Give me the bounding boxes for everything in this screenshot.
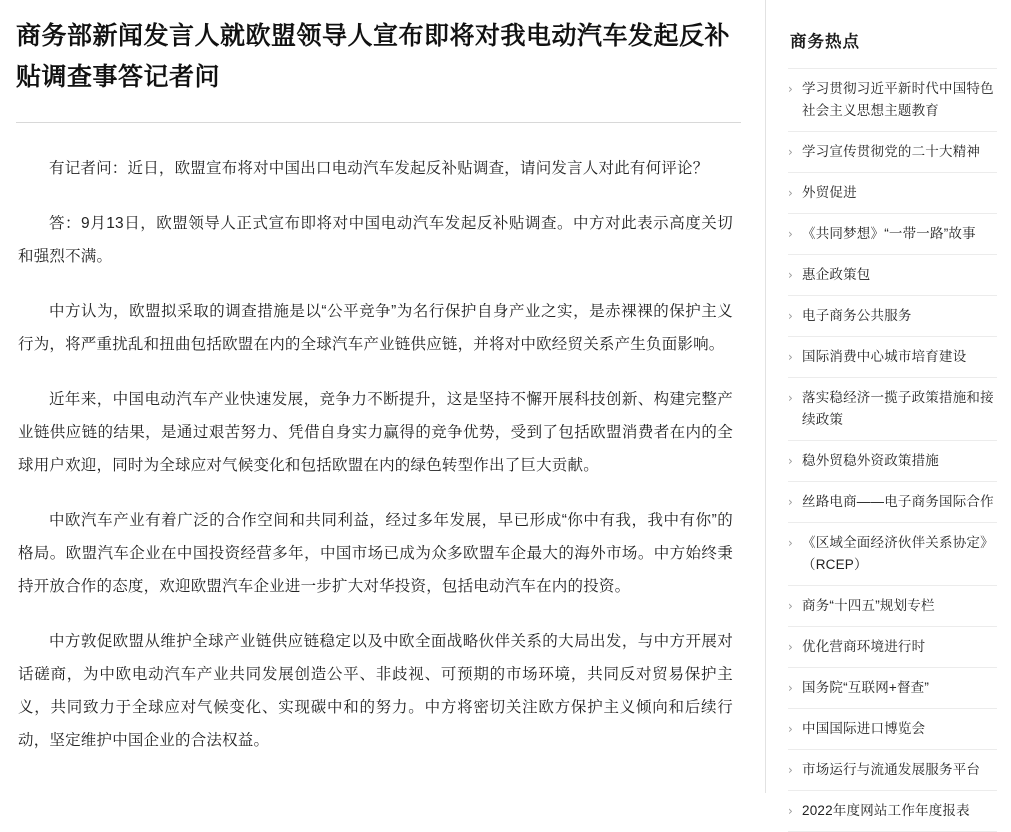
article-paragraph: 答：9月13日，欧盟领导人正式宣布即将对中国电动汽车发起反补贴调查。中方对此表示高度关切和强烈不满。 [18,215,733,265]
sidebar-item-14[interactable] [788,709,997,750]
sidebar-item-label: 丝路电商——电子商务国际合作 [802,494,994,509]
chevron-right-icon: › [788,227,793,241]
sidebar-item-label: 中国国际进口博览会 [802,721,926,736]
sidebar-item-12[interactable] [788,627,997,668]
sidebar-item-label: 落实稳经济一揽子政策措施和接续政策 [802,390,994,427]
sidebar-title: 商务热点 [790,33,860,51]
sidebar-item-label: 国际消费中心城市培育建设 [802,349,967,364]
chevron-right-icon: › [788,309,793,323]
sidebar-item-1[interactable] [788,132,997,173]
article-body [14,152,743,757]
chevron-right-icon: › [788,599,793,613]
chevron-right-icon: › [788,82,793,96]
article-paragraph: 有记者问：近日，欧盟宣布将对中国出口电动汽车发起反补贴调查，请问发言人对此有何评论？ [49,160,709,177]
sidebar-item-2[interactable] [788,173,997,214]
sidebar-item-10[interactable] [788,523,997,586]
sidebar [765,0,1011,818]
article-paragraph: 中欧汽车产业有着广泛的合作空间和共同利益，经过多年发展，早已形成“你中有我，我中有你”的格局。欧盟汽车企业在中国投资经营多年，中国市场已成为众多欧盟车企最大的海外市场。中方始终秉持开放合作的态度，欢迎欧盟汽车企业进一步扩大对华投资，包括电动汽车在内的投资。 [18,512,733,595]
sidebar-item-7[interactable] [788,378,997,441]
sidebar-item-label: 市场运行与流通发展服务平台 [802,762,981,777]
chevron-right-icon: › [788,454,793,468]
chevron-right-icon: › [788,268,793,282]
sidebar-item-6[interactable] [788,337,997,378]
chevron-right-icon: › [788,495,793,509]
sidebar-item-9[interactable] [788,482,997,523]
sidebar-item-label: 《共同梦想》“一带一路”故事 [802,226,976,241]
chevron-right-icon: › [788,640,793,654]
page-title: 商务部新闻发言人就欧盟领导人宣布即将对我电动汽车发起反补贴调查事答记者问 [16,22,731,91]
sidebar-item-8[interactable] [788,441,997,482]
sidebar-item-label: 《区域全面经济伙伴关系协定》（RCEP） [802,535,994,572]
article-paragraph: 近年来，中国电动汽车产业快速发展，竞争力不断提升，这是坚持不懈开展科技创新、构建完整产业链供应链的结果，是通过艰苦努力、凭借自身实力赢得的竞争优势，受到了包括欧盟消费者在内的全球用户欢迎，同时为全球应对气候变化和包括欧盟在内的绿色转型作出了巨大贡献。 [18,391,733,474]
sidebar-item-3[interactable] [788,214,997,255]
sidebar-item-label: 外贸促进 [802,185,857,200]
sidebar-item-4[interactable] [788,255,997,296]
sidebar-item-16[interactable] [788,791,997,832]
hot-topics-list [788,68,997,832]
sidebar-item-15[interactable] [788,750,997,791]
sidebar-item-label: 稳外贸稳外资政策措施 [802,453,939,468]
chevron-right-icon: › [788,145,793,159]
article-paragraph: 中方敦促欧盟从维护全球产业链供应链稳定以及中欧全面战略伙伴关系的大局出发，与中方开展对话磋商，为中欧电动汽车产业共同发展创造公平、非歧视、可预期的市场环境，共同反对贸易保护主义，共同致力于全球应对气候变化、实现碳中和的努力。中方将密切关注欧方保护主义倾向和后续行动，坚定维护中国企业的合法权益。 [18,633,733,749]
chevron-right-icon: › [788,763,793,777]
chevron-right-icon: › [788,681,793,695]
sidebar-item-11[interactable] [788,586,997,627]
sidebar-item-label: 电子商务公共服务 [802,308,912,323]
sidebar-item-label: 惠企政策包 [802,267,871,282]
sidebar-item-label: 国务院“互联网+督查” [802,680,930,695]
sidebar-item-5[interactable] [788,296,997,337]
chevron-right-icon: › [788,391,793,405]
sidebar-item-0[interactable] [788,68,997,132]
chevron-right-icon: › [788,186,793,200]
sidebar-item-label: 学习贯彻习近平新时代中国特色社会主义思想主题教育 [802,81,994,118]
sidebar-item-label: 学习宣传贯彻党的二十大精神 [802,144,981,159]
sidebar-item-label: 2022年度网站工作年度报表 [802,803,970,818]
chevron-right-icon: › [788,804,793,818]
chevron-right-icon: › [788,350,793,364]
sidebar-item-13[interactable] [788,668,997,709]
sidebar-item-label: 商务“十四五”规划专栏 [802,598,935,613]
sidebar-item-label: 优化营商环境进行时 [802,639,926,654]
chevron-right-icon: › [788,722,793,736]
title-divider [16,122,741,123]
article-paragraph: 中方认为，欧盟拟采取的调查措施是以“公平竞争”为名行保护自身产业之实，是赤裸裸的保护主义行为，将严重扰乱和扭曲包括欧盟在内的全球汽车产业链供应链，并将对中欧经贸关系产生负面影响。 [18,303,733,353]
chevron-right-icon: › [788,536,793,550]
